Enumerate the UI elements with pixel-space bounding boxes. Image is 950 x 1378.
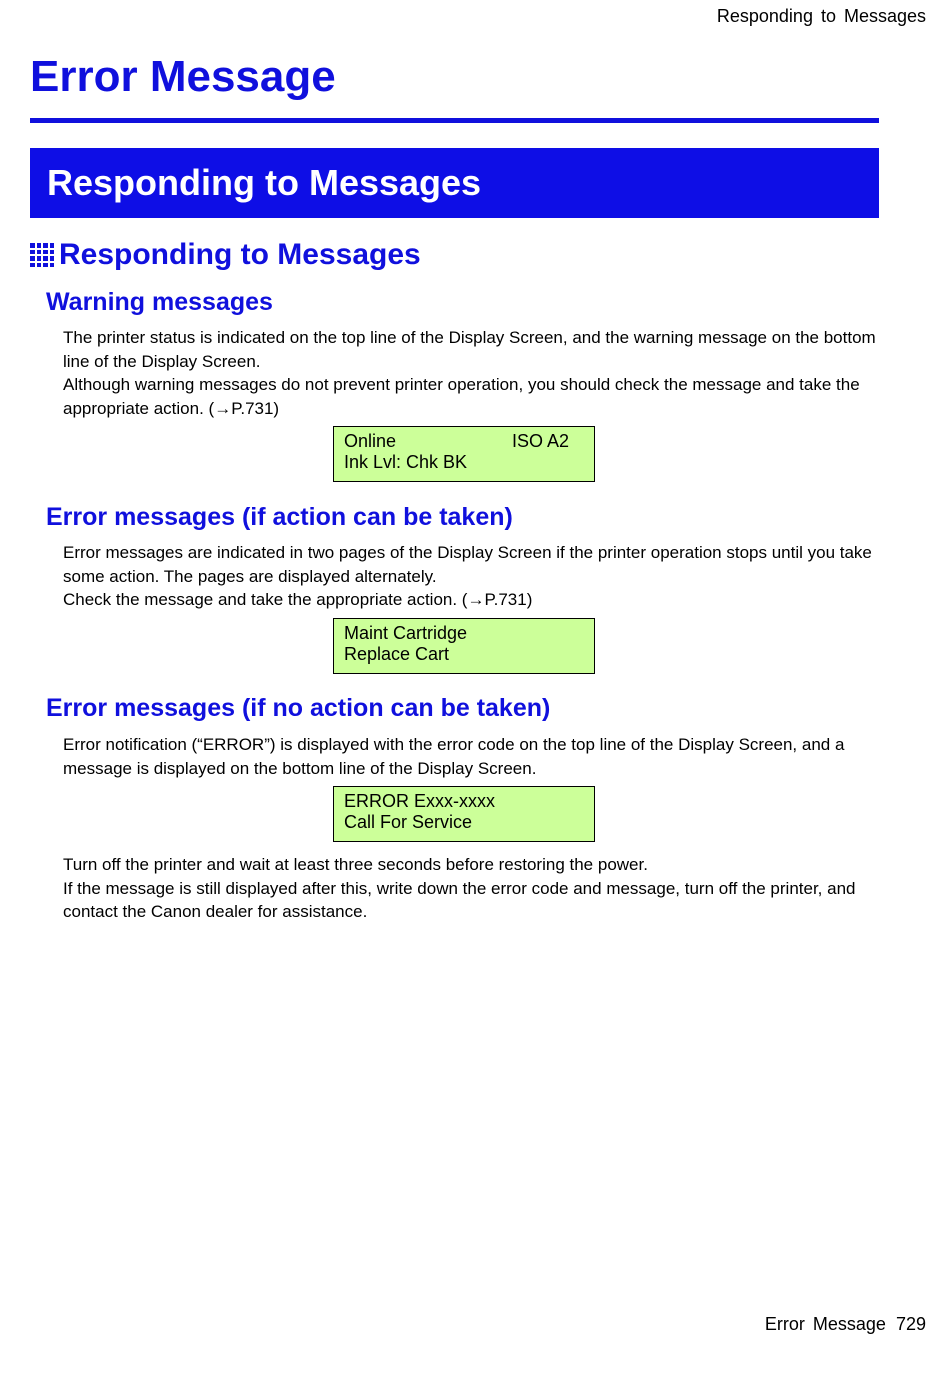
title-rule	[30, 118, 879, 123]
error-action-text	[63, 541, 893, 612]
error-no-action-after-text	[63, 853, 893, 924]
warning-text	[63, 326, 893, 420]
error-action-display-screen	[333, 618, 595, 674]
error-no-action-after-line: If the message is still displayed after this, write down the error code and message, turn off the printer, and contact the Canon dealer for assistance.	[63, 878, 856, 921]
warning-display-screen	[333, 426, 595, 482]
grid-icon	[30, 243, 54, 267]
warning-heading: Warning messages	[46, 288, 273, 316]
error-no-action-display-screen	[333, 786, 595, 842]
error-no-action-line: Error notification (“ERROR”) is displayed with the error code on the top line of the Display Screen, and a message is displayed on the bottom line of the Display Screen.	[63, 735, 845, 778]
warning-line: The printer status is indicated on the top line of the Display Screen, and the warning message on the bottom line of the Display Screen.	[63, 328, 876, 371]
section-heading	[30, 238, 421, 272]
error-no-action-text	[63, 733, 893, 780]
section-banner: Responding to Messages	[30, 148, 879, 218]
page-number: 729	[895, 1314, 926, 1334]
display-line: Replace Cart	[344, 644, 450, 664]
display-line: Online	[344, 431, 397, 451]
warning-line: Although warning messages do not prevent printer operation, you should check the message and take the appropriate action. (→P.731)	[63, 375, 860, 418]
footer-label: Error Message	[764, 1314, 886, 1334]
display-line: Call For Service	[344, 812, 473, 832]
page-title: Error Message	[30, 52, 336, 101]
page-footer	[765, 1314, 926, 1335]
error-no-action-after-line: Turn off the printer and wait at least three seconds before restoring the power.	[63, 855, 648, 874]
error-action-heading: Error messages (if action can be taken)	[46, 503, 513, 531]
section-heading-text: Responding to Messages	[59, 238, 421, 271]
error-action-line: Check the message and take the appropriate action. (→P.731)	[63, 590, 533, 609]
error-no-action-heading: Error messages (if no action can be taken)	[46, 694, 551, 722]
display-line: Maint Cartridge	[344, 623, 468, 643]
display-line: ERROR Exxx-xxxx	[344, 791, 496, 811]
error-action-line: Error messages are indicated in two pages of the Display Screen if the printer operation stops until you take some action. The pages are displayed alternately.	[63, 543, 872, 586]
display-line: ISO A2	[511, 431, 569, 451]
display-line: Ink Lvl: Chk BK	[344, 452, 468, 472]
running-header: Responding to Messages	[716, 6, 926, 26]
